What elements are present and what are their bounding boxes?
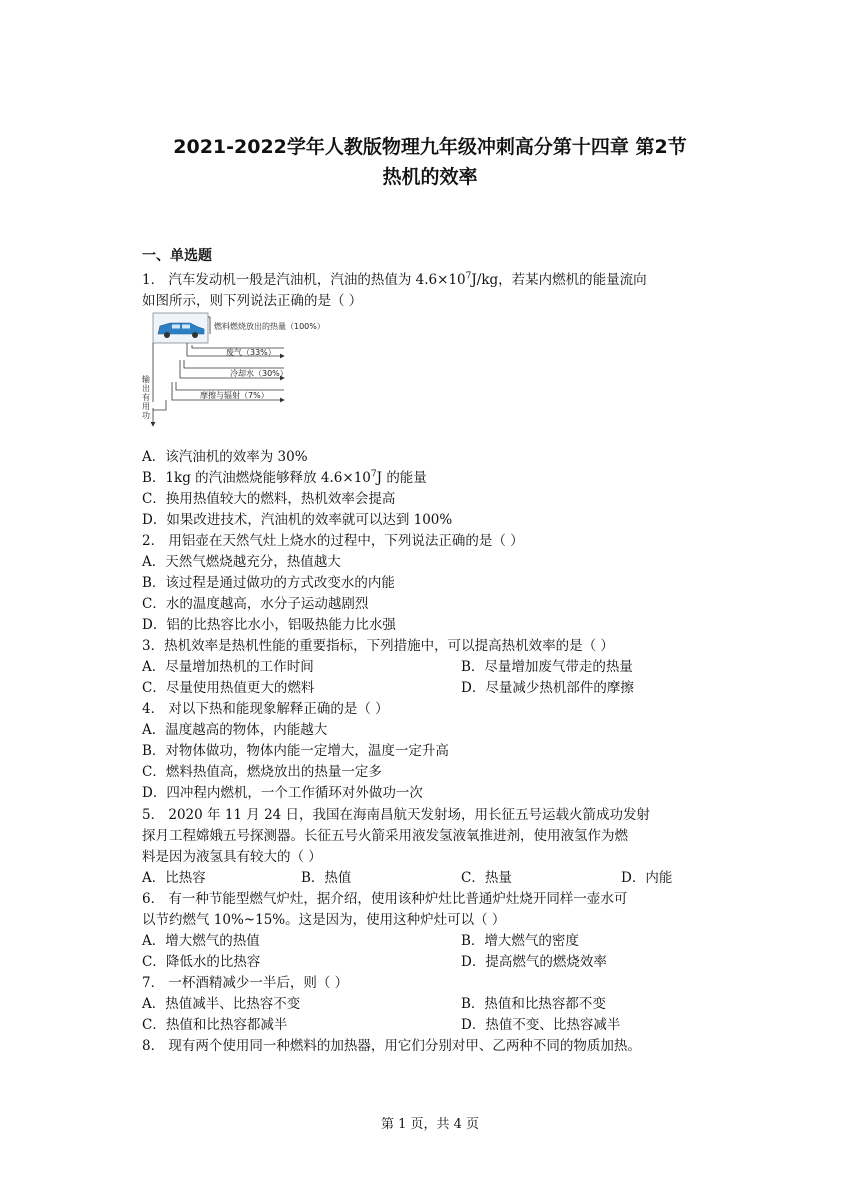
diagram-label-exhaust: 废气（33%）	[226, 348, 276, 357]
q8-stem: 8． 现有两个使用同一种燃料的加热器，用它们分别对甲、乙两种不同的物质加热。	[142, 1038, 641, 1054]
q1-option-d: D．如果改进技术，汽油机的效率就可以达到 100%	[142, 512, 453, 528]
car-icon	[153, 313, 208, 343]
q1-option-b	[142, 468, 427, 488]
diagram-output-char: 功	[142, 411, 150, 420]
q5-option-b: B．热值	[301, 870, 352, 886]
q1-stem-part-b: J/kg，若某内燃机的能量流向	[471, 272, 647, 288]
q6-stem-line2: 以节约燃气 10%~15%。这是因为，使用这种炉灶可以（ ）	[142, 912, 506, 928]
diagram-label-fuel-heat: 燃料燃烧放出的热量（100%）	[214, 322, 325, 331]
q7-option-a: A．热值减半、比热容不变	[142, 996, 301, 1012]
q4-option-d: D．四冲程内燃机，一个工作循环对外做功一次	[142, 785, 423, 801]
q3-stem: 3．热机效率是热机性能的重要指标，下列措施中，可以提高热机效率的是（ ）	[142, 638, 614, 654]
q6-option-a: A．增大燃气的热值	[142, 933, 260, 949]
q4-option-c: C．燃料热值高，燃烧放出的热量一定多	[142, 764, 382, 780]
q4-stem: 4． 对以下热和能现象解释正确的是（ ）	[142, 701, 389, 717]
q1-option-c: C．换用热值较大的燃料，热机效率会提高	[142, 491, 396, 507]
q7-option-d: D．热值不变、比热容减半	[461, 1017, 621, 1033]
q5-stem-line2: 探月工程嫦娥五号探测器。长征五号火箭采用液发氢液氧推进剂，使用液氢作为燃	[142, 828, 628, 844]
q1-option-b-part-a: B．1kg 的汽油燃烧能够释放 4.6×10	[142, 470, 371, 486]
q7-option-b: B．热值和比热容都不变	[461, 996, 606, 1012]
diagram-label-coolant: 冷却水（30%）	[230, 369, 288, 378]
q4-option-b: B．对物体做功，物体内能一定增大，温度一定升高	[142, 743, 449, 759]
q5-stem-line1: 5． 2020 年 11 月 24 日，我国在海南昌航天发射场，用长征五号运载火箭成功发射	[142, 807, 651, 823]
q2-option-d: D．铝的比热容比水小，铝吸热能力比水强	[142, 617, 396, 633]
diagram-output-char: 输	[142, 375, 150, 384]
q5-option-d: D．内能	[621, 870, 673, 886]
diagram-output-char: 有	[142, 393, 150, 402]
q3-option-b: B．尽量增加废气带走的热量	[461, 659, 633, 675]
q3-option-c: C．尽量使用热值更大的燃料	[142, 680, 315, 696]
q3-option-a: A．尽量增加热机的工作时间	[142, 659, 314, 675]
document-title	[60, 132, 800, 192]
q6-stem-line1: 6． 有一种节能型燃气炉灶，据介绍，使用该种炉灶比普通炉灶烧开同样一壶水可	[142, 891, 628, 907]
q1-stem-line2: 如图所示，则下列说法正确的是（ ）	[142, 293, 363, 309]
q1-option-a: A．该汽油机的效率为 30%	[142, 449, 308, 465]
q4-option-a: A．温度越高的物体，内能越大	[142, 722, 328, 738]
q1-option-b-superscript: 7	[370, 469, 377, 480]
q1-stem-superscript: 7	[465, 271, 472, 282]
q3-option-d: D．尽量减少热机部件的摩擦	[461, 680, 634, 696]
q2-option-a: A．天然气燃烧越充分，热值越大	[142, 554, 341, 570]
diagram-output-char: 出	[142, 384, 150, 393]
q5-stem-line3: 料是因为液氢具有较大的（ ）	[142, 849, 322, 865]
diagram-output-char: 用	[142, 402, 150, 411]
q6-option-d: D．提高燃气的燃烧效率	[461, 954, 607, 970]
q2-option-c: C．水的温度越高，水分子运动越剧烈	[142, 596, 369, 612]
diagram-label-friction: 摩擦与辐射（7%）	[200, 391, 269, 400]
title-line-1: 2021-2022学年人教版物理九年级冲刺高分第十四章 第2节	[173, 136, 687, 158]
q2-stem: 2． 用铝壶在天然气灶上烧水的过程中，下列说法正确的是（ ）	[142, 533, 524, 549]
q5-option-a: A．比热容	[142, 870, 206, 886]
q7-option-c: C．热值和比热容都减半	[142, 1017, 288, 1033]
title-line-2: 热机的效率	[382, 166, 478, 188]
q2-option-b: B．该过程是通过做功的方式改变水的内能	[142, 575, 395, 591]
q7-stem: 7． 一杯酒精减少一半后，则（ ）	[142, 975, 349, 991]
q1-option-b-part-b: J 的能量	[376, 470, 427, 486]
q1-stem-line1	[142, 270, 647, 290]
q5-option-c: C．热量	[461, 870, 512, 886]
q6-option-b: B．增大燃气的密度	[461, 933, 579, 949]
energy-flow-diagram	[142, 312, 352, 430]
q6-option-c: C．降低水的比热容	[142, 954, 261, 970]
q1-stem-part-a: 1． 汽车发动机一般是汽油机，汽油的热值为 4.6×10	[142, 272, 466, 288]
page-footer: 第 1 页，共 4 页	[380, 1117, 480, 1132]
section-heading: 一、单选题	[142, 248, 212, 264]
